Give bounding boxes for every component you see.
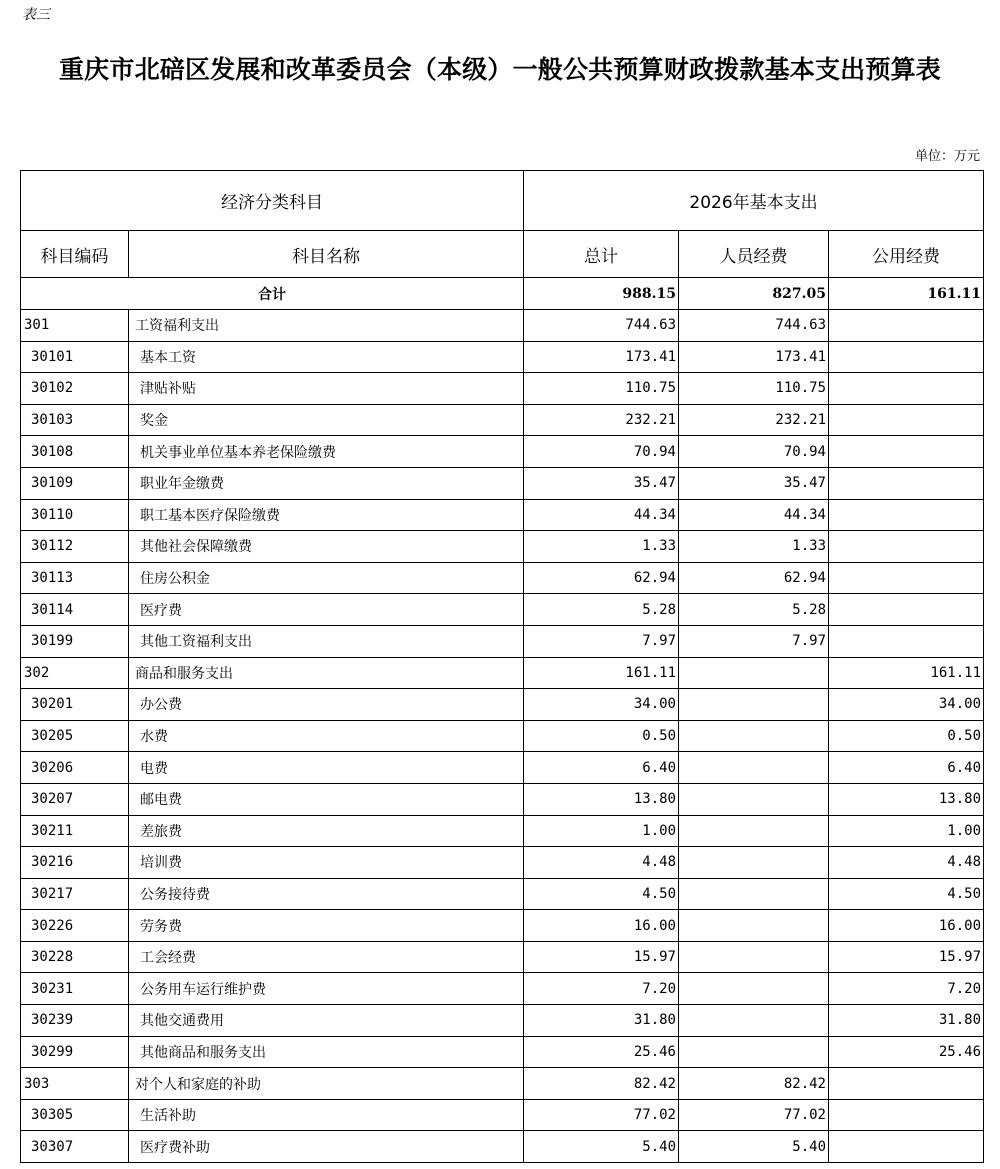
cell-total: 4.48 — [524, 847, 679, 879]
table-row — [21, 499, 984, 531]
cell-name: 生活补助 — [129, 1099, 524, 1131]
cell-code: 30101 — [21, 341, 129, 373]
cell-name: 其他商品和服务支出 — [129, 1036, 524, 1068]
cell-personnel: 62.94 — [679, 562, 829, 594]
cell-name: 商品和服务支出 — [129, 657, 524, 689]
cell-public: 0.50 — [829, 720, 984, 752]
header-basic-expense: 2026年基本支出 — [524, 171, 984, 231]
header-row-columns — [21, 231, 984, 278]
header-total: 总计 — [524, 231, 679, 278]
table-row — [21, 783, 984, 815]
cell-personnel — [679, 1036, 829, 1068]
header-personnel: 人员经费 — [679, 231, 829, 278]
cell-total: 173.41 — [524, 341, 679, 373]
cell-public: 34.00 — [829, 689, 984, 721]
table-row — [21, 847, 984, 879]
cell-name: 基本工资 — [129, 341, 524, 373]
cell-code: 301 — [21, 310, 129, 342]
cell-code: 30211 — [21, 815, 129, 847]
header-econ-class: 经济分类科目 — [21, 171, 524, 231]
cell-personnel — [679, 1005, 829, 1037]
cell-personnel: 77.02 — [679, 1099, 829, 1131]
cell-public — [829, 373, 984, 405]
cell-personnel: 70.94 — [679, 436, 829, 468]
cell-personnel — [679, 783, 829, 815]
cell-total: 161.11 — [524, 657, 679, 689]
cell-personnel — [679, 941, 829, 973]
cell-code: 30216 — [21, 847, 129, 879]
cell-name: 医疗费补助 — [129, 1131, 524, 1163]
cell-public — [829, 625, 984, 657]
cell-total: 70.94 — [524, 436, 679, 468]
table-row — [21, 1099, 984, 1131]
cell-code: 30239 — [21, 1005, 129, 1037]
cell-name: 其他社会保障缴费 — [129, 531, 524, 563]
cell-code: 30228 — [21, 941, 129, 973]
table-row — [21, 341, 984, 373]
cell-public — [829, 436, 984, 468]
budget-table — [20, 170, 984, 1163]
cell-code: 30102 — [21, 373, 129, 405]
cell-code: 30305 — [21, 1099, 129, 1131]
table-number-tag: 表三 — [22, 7, 50, 23]
table-row — [21, 531, 984, 563]
cell-name: 医疗费 — [129, 594, 524, 626]
table-row — [21, 373, 984, 405]
cell-public: 16.00 — [829, 910, 984, 942]
cell-public — [829, 310, 984, 342]
cell-total: 1.00 — [524, 815, 679, 847]
cell-public — [829, 341, 984, 373]
cell-personnel: 110.75 — [679, 373, 829, 405]
table-row — [21, 310, 984, 342]
cell-public — [829, 594, 984, 626]
total-label: 合计 — [21, 278, 524, 310]
cell-code: 30205 — [21, 720, 129, 752]
cell-code: 30108 — [21, 436, 129, 468]
table-row — [21, 625, 984, 657]
cell-total: 16.00 — [524, 910, 679, 942]
cell-name: 住房公积金 — [129, 562, 524, 594]
total-personnel: 827.05 — [679, 278, 829, 310]
cell-total: 62.94 — [524, 562, 679, 594]
cell-total: 0.50 — [524, 720, 679, 752]
cell-public: 15.97 — [829, 941, 984, 973]
table-row — [21, 436, 984, 468]
header-name: 科目名称 — [129, 231, 524, 278]
table-row — [21, 594, 984, 626]
cell-public — [829, 562, 984, 594]
table-row — [21, 941, 984, 973]
cell-name: 培训费 — [129, 847, 524, 879]
cell-total: 7.20 — [524, 973, 679, 1005]
total-row — [21, 278, 984, 310]
cell-total: 77.02 — [524, 1099, 679, 1131]
header-code: 科目编码 — [21, 231, 129, 278]
table-row — [21, 878, 984, 910]
cell-total: 82.42 — [524, 1068, 679, 1100]
cell-personnel — [679, 657, 829, 689]
cell-name: 差旅费 — [129, 815, 524, 847]
table-row — [21, 1005, 984, 1037]
table-row — [21, 467, 984, 499]
cell-total: 232.21 — [524, 404, 679, 436]
cell-name: 对个人和家庭的补助 — [129, 1068, 524, 1100]
cell-total: 4.50 — [524, 878, 679, 910]
cell-code: 30226 — [21, 910, 129, 942]
cell-personnel — [679, 910, 829, 942]
cell-name: 津贴补贴 — [129, 373, 524, 405]
cell-name: 邮电费 — [129, 783, 524, 815]
table-row — [21, 815, 984, 847]
table-row — [21, 752, 984, 784]
table-row — [21, 1068, 984, 1100]
cell-total: 7.97 — [524, 625, 679, 657]
table-row — [21, 562, 984, 594]
cell-name: 公务用车运行维护费 — [129, 973, 524, 1005]
cell-personnel — [679, 815, 829, 847]
cell-total: 744.63 — [524, 310, 679, 342]
cell-name: 工资福利支出 — [129, 310, 524, 342]
cell-code: 30199 — [21, 625, 129, 657]
page-title: 重庆市北碚区发展和改革委员会（本级）一般公共预算财政拨款基本支出预算表 — [58, 55, 941, 84]
cell-code: 30110 — [21, 499, 129, 531]
cell-public — [829, 531, 984, 563]
table-row — [21, 910, 984, 942]
table-row — [21, 1131, 984, 1163]
total-public: 161.11 — [829, 278, 984, 310]
cell-total: 25.46 — [524, 1036, 679, 1068]
cell-code: 302 — [21, 657, 129, 689]
cell-code: 30231 — [21, 973, 129, 1005]
cell-name: 职业年金缴费 — [129, 467, 524, 499]
cell-personnel — [679, 752, 829, 784]
cell-code: 30217 — [21, 878, 129, 910]
cell-code: 303 — [21, 1068, 129, 1100]
cell-total: 34.00 — [524, 689, 679, 721]
cell-name: 工会经费 — [129, 941, 524, 973]
cell-public — [829, 499, 984, 531]
table-row — [21, 657, 984, 689]
cell-total: 31.80 — [524, 1005, 679, 1037]
header-row-group — [21, 171, 984, 231]
cell-public — [829, 1131, 984, 1163]
cell-public — [829, 404, 984, 436]
cell-total: 1.33 — [524, 531, 679, 563]
cell-name: 电费 — [129, 752, 524, 784]
cell-name: 其他交通费用 — [129, 1005, 524, 1037]
cell-personnel: 5.40 — [679, 1131, 829, 1163]
unit-label: 单位：万元 — [914, 149, 980, 164]
cell-total: 13.80 — [524, 783, 679, 815]
cell-name: 公务接待费 — [129, 878, 524, 910]
cell-public: 161.11 — [829, 657, 984, 689]
cell-code: 30206 — [21, 752, 129, 784]
cell-public: 6.40 — [829, 752, 984, 784]
cell-code: 30307 — [21, 1131, 129, 1163]
cell-name: 其他工资福利支出 — [129, 625, 524, 657]
cell-personnel — [679, 878, 829, 910]
cell-total: 6.40 — [524, 752, 679, 784]
cell-public: 31.80 — [829, 1005, 984, 1037]
table-row — [21, 689, 984, 721]
cell-total: 5.40 — [524, 1131, 679, 1163]
cell-name: 办公费 — [129, 689, 524, 721]
cell-public — [829, 467, 984, 499]
cell-public — [829, 1068, 984, 1100]
cell-personnel: 82.42 — [679, 1068, 829, 1100]
cell-personnel: 35.47 — [679, 467, 829, 499]
total-total: 988.15 — [524, 278, 679, 310]
cell-public — [829, 1099, 984, 1131]
cell-public: 4.50 — [829, 878, 984, 910]
cell-total: 5.28 — [524, 594, 679, 626]
cell-personnel — [679, 689, 829, 721]
cell-personnel: 44.34 — [679, 499, 829, 531]
cell-total: 44.34 — [524, 499, 679, 531]
cell-personnel: 744.63 — [679, 310, 829, 342]
cell-personnel — [679, 973, 829, 1005]
cell-personnel: 1.33 — [679, 531, 829, 563]
cell-name: 职工基本医疗保险缴费 — [129, 499, 524, 531]
cell-total: 35.47 — [524, 467, 679, 499]
cell-personnel: 173.41 — [679, 341, 829, 373]
cell-code: 30201 — [21, 689, 129, 721]
cell-personnel — [679, 720, 829, 752]
cell-public: 7.20 — [829, 973, 984, 1005]
cell-code: 30114 — [21, 594, 129, 626]
cell-total: 15.97 — [524, 941, 679, 973]
cell-personnel: 7.97 — [679, 625, 829, 657]
cell-public: 25.46 — [829, 1036, 984, 1068]
header-public: 公用经费 — [829, 231, 984, 278]
cell-personnel: 232.21 — [679, 404, 829, 436]
cell-public: 4.48 — [829, 847, 984, 879]
cell-code: 30207 — [21, 783, 129, 815]
cell-code: 30113 — [21, 562, 129, 594]
cell-name: 机关事业单位基本养老保险缴费 — [129, 436, 524, 468]
cell-public: 1.00 — [829, 815, 984, 847]
cell-personnel — [679, 847, 829, 879]
cell-public: 13.80 — [829, 783, 984, 815]
cell-code: 30109 — [21, 467, 129, 499]
cell-name: 劳务费 — [129, 910, 524, 942]
cell-personnel: 5.28 — [679, 594, 829, 626]
table-row — [21, 720, 984, 752]
cell-total: 110.75 — [524, 373, 679, 405]
cell-name: 水费 — [129, 720, 524, 752]
table-row — [21, 1036, 984, 1068]
cell-name: 奖金 — [129, 404, 524, 436]
table-row — [21, 404, 984, 436]
cell-code: 30112 — [21, 531, 129, 563]
cell-code: 30103 — [21, 404, 129, 436]
table-row — [21, 973, 984, 1005]
cell-code: 30299 — [21, 1036, 129, 1068]
